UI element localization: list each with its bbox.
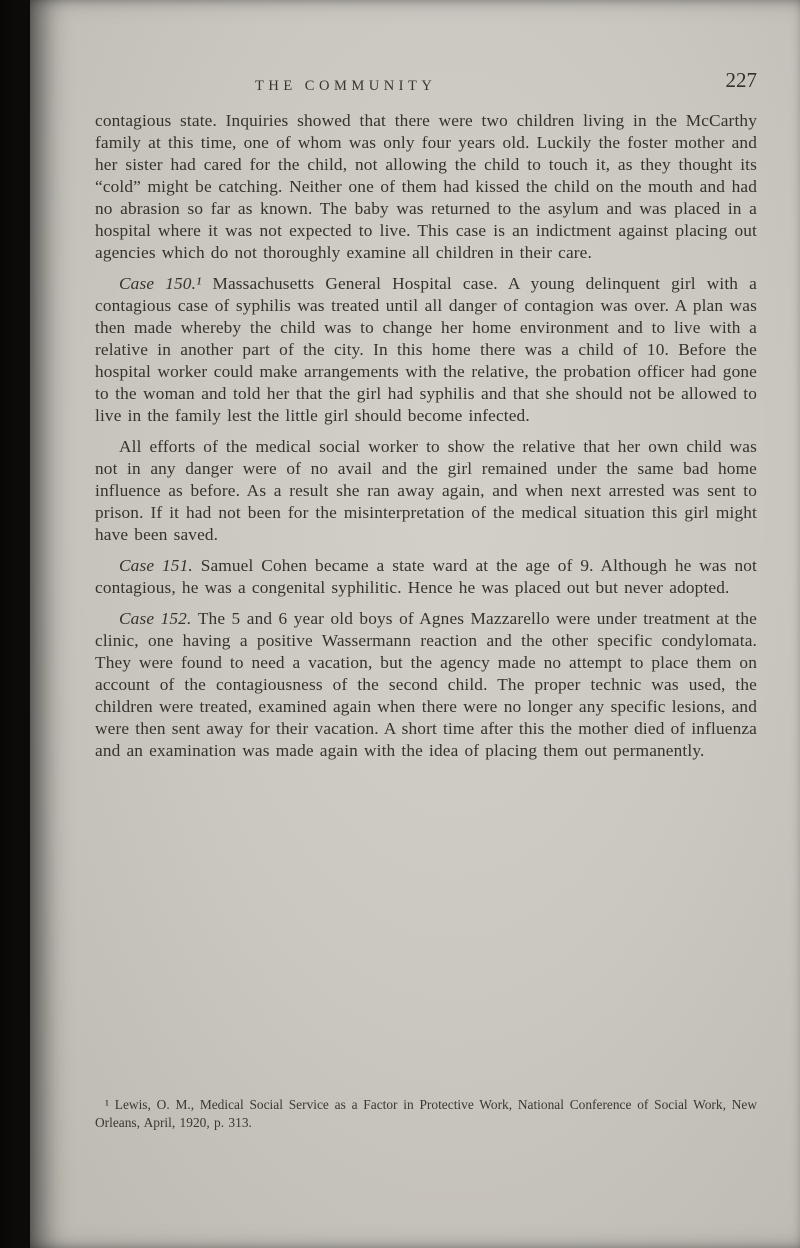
case-label: Case 150.¹ <box>119 274 213 293</box>
page-number: 227 <box>725 68 757 92</box>
book-page <box>30 0 800 1248</box>
paragraph-case-151 <box>95 555 757 599</box>
paragraph-text: All efforts of the medical social worker to show the relative that her own child was not in any danger were of no avail and the girl remained under the same bad home influence as before. As a result she ran away again, and when next arrested was sent to prison. If it had not been for the misinterpretation of the medical situation this girl might have been saved. <box>95 437 757 544</box>
paragraph-text: Massachusetts General Hospital case. A young delinquent girl with a contagious case of syphilis was treated until all danger of contagion was over. A plan was then made whereby the child was to change her home environment and to live with a relative in another part of the city. In this home there was a child of 10. Before the hospital worker could make arrangements with the relative, the probation officer had gone to the woman and told her that the girl had syphilis and that she should not be allowed to live in the family lest the little girl should become infected. <box>95 274 757 425</box>
paragraph <box>95 436 757 546</box>
paragraph-text: Samuel Cohen became a state ward at the age of 9. Although he was not contagious, he was a congenital syphilitic. Hence he was placed out but never adopted. <box>95 556 757 597</box>
paragraph-text: The 5 and 6 year old boys of Agnes Mazzarello were under treatment at the clinic, one having a positive Wassermann reaction and the other specific condylomata. They were found to need a vacation, but the agency made no attempt to place them on account of the contagiousness of the second child. The proper technic was used, the children were treated, examined again when there were no longer any specific lesions, and were then sent away for their vacation. A short time after this the mother died of influenza and an examination was made again with the idea of placing them out permanently. <box>95 609 757 760</box>
paragraph-case-152 <box>95 608 757 762</box>
paragraph <box>95 110 757 264</box>
paragraph-case-150 <box>95 273 757 427</box>
paragraph-text: contagious state. Inquiries showed that there were two children living in the McCarthy family at this time, one of whom was only four years old. Luckily the foster mother and her sister had cared for the child, not allowing the child to touch it, as they thought its “cold” might be catching. Neither one of them had kissed the child on the mouth and had no abrasion so far as known. The baby was returned to the asylum and was placed in a hospital where it was not expected to live. This case is an indictment against placing out agencies which do not thoroughly examine all children in their care. <box>95 111 757 262</box>
running-title: THE COMMUNITY <box>255 78 437 94</box>
case-label: Case 151. <box>119 556 201 575</box>
binding-shadow <box>0 0 34 1248</box>
footnote: ¹ Lewis, O. M., Medical Social Service as a Factor in Protective Work, National Conference of Social Work, New Orleans, April, 1920, p. 313. <box>95 1097 757 1130</box>
page-body <box>95 110 757 771</box>
case-label: Case 152. <box>119 609 198 628</box>
